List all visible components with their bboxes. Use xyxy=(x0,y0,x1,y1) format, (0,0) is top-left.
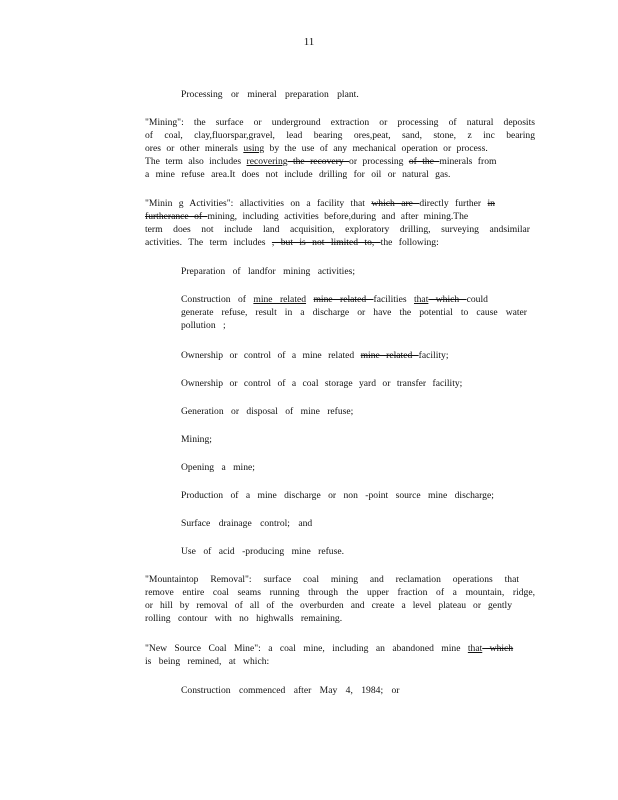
text-line: "Mining": the surface or underground extraction or processing of natural deposits xyxy=(145,117,535,128)
text-run: the following: xyxy=(380,237,439,248)
page-number: 11 xyxy=(303,36,315,48)
text-line: remove entire coal seams running through the upper fraction of a mountain, ridge, xyxy=(145,587,535,598)
list-item: Generation or disposal of mine refuse; xyxy=(181,406,354,417)
text-run: directly further xyxy=(419,198,488,209)
text-line xyxy=(145,237,439,249)
text-run: or processing xyxy=(349,156,409,167)
text-run: The term also includes xyxy=(145,156,247,167)
text-run: Ownership or control of a mine related xyxy=(181,350,361,361)
deleted-text: the recovery xyxy=(287,156,350,167)
text-line: is being remined, at which: xyxy=(145,656,270,667)
text-run: "New Source Coal Mine": a coal mine, including an abandoned mine xyxy=(145,643,468,654)
list-item: Use of acid -producing mine refuse. xyxy=(181,546,344,557)
text-line: pollution ; xyxy=(181,320,226,331)
deleted-text: mine related xyxy=(360,350,419,361)
list-item xyxy=(181,350,449,362)
text-run: activities. The term includes xyxy=(145,237,272,248)
text-line: a mine refuse area.It does not include drilling for oil or natural gas. xyxy=(145,169,451,180)
list-item: Production of a mine discharge or non -point source mine discharge; xyxy=(181,490,494,501)
item-processing: Processing or mineral preparation plant. xyxy=(181,89,359,100)
list-item: Opening a mine; xyxy=(181,462,255,473)
list-item: Construction commenced after May 4, 1984; or xyxy=(181,685,400,696)
deleted-text: which xyxy=(482,643,514,654)
list-item: Preparation of landfor mining activities; xyxy=(181,266,355,277)
deleted-text: which are xyxy=(371,198,420,209)
inserted-text: using xyxy=(243,143,265,154)
text-run: Construction of xyxy=(181,294,254,305)
text-line xyxy=(145,156,496,168)
deleted-text: in xyxy=(487,198,495,209)
list-item: Mining; xyxy=(181,434,212,445)
text-line: generate refuse, result in a discharge or have the potential to cause water xyxy=(181,307,527,318)
deleted-text: of the xyxy=(408,156,440,167)
text-line xyxy=(145,643,513,655)
text-run: minerals from xyxy=(439,156,497,167)
text-line: of coal, clay,fluorspar,gravel, lead bearing ores,peat, sand, stone, z inc bearing xyxy=(145,130,535,141)
deleted-text: which xyxy=(428,294,467,305)
text-run: facility; xyxy=(418,350,449,361)
text-run: by the use of any mechanical operation or process. xyxy=(264,143,488,154)
deleted-text: , but is not limited to, xyxy=(271,237,381,248)
text-run: "Minin g Activities": allactivities on a facility that xyxy=(145,198,372,209)
text-line: rolling contour with no highwalls remaining. xyxy=(145,613,343,624)
inserted-text: recovering xyxy=(246,156,288,167)
text-line: term does not include land acquisition, exploratory drilling, surveying andsimilar xyxy=(145,224,530,235)
text-run: mining, including activities before,during and after mining.The xyxy=(207,211,469,222)
text-line xyxy=(181,294,488,306)
list-item: Surface drainage control; and xyxy=(181,518,313,529)
text-line: or hill by removal of all of the overburden and create a level plateau or gently xyxy=(145,600,512,611)
deleted-text: furtherance of xyxy=(145,211,208,222)
inserted-text: that xyxy=(413,294,429,305)
text-line xyxy=(145,143,488,155)
text-line xyxy=(145,198,495,210)
list-item: Ownership or control of a coal storage yard or transfer facility; xyxy=(181,378,463,389)
text-run: could xyxy=(466,294,488,305)
inserted-text: that xyxy=(467,643,483,654)
text-run: ores or other minerals xyxy=(145,143,244,154)
deleted-text: mine related xyxy=(313,294,374,305)
text-line: "Mountaintop Removal": surface coal mining and reclamation operations that xyxy=(145,574,519,585)
inserted-text: mine related xyxy=(253,294,307,305)
text-run: facilities xyxy=(373,294,414,305)
text-line xyxy=(145,211,468,223)
